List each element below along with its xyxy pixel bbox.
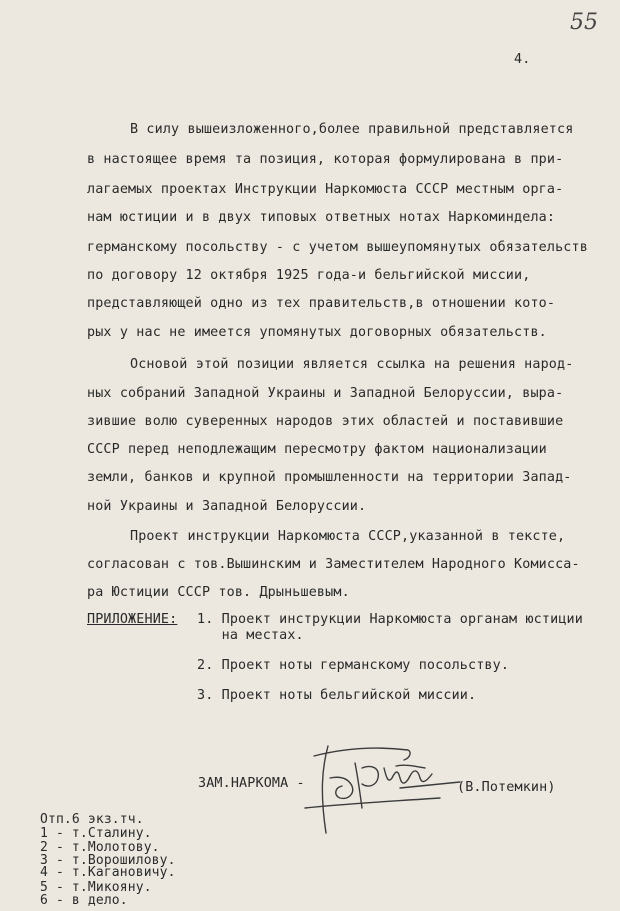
appendix-item: 2. Проект ноты германскому посольству. <box>197 658 510 673</box>
text-line: зившие волю суверенных народов этих областей и поставившие <box>87 414 564 429</box>
appendix-item: 3. Проект ноты бельгийской миссии. <box>197 688 477 703</box>
signature-label: ЗАМ.НАРКОМА - <box>198 776 305 791</box>
page-number: 4. <box>514 52 531 67</box>
text-line: представляющей одно из тех правительств,в отношении кото- <box>87 296 556 311</box>
text-line: ной Украины и Западной Белоруссии. <box>87 499 367 514</box>
signer-name: (В.Потемкин) <box>457 780 556 795</box>
text-line: земли, банков и крупной промышленности на территории Запад- <box>87 470 572 485</box>
text-line: лагаемых проектах Инструкции Наркомюста СССР местным орга- <box>87 182 564 197</box>
distribution-line: 3 - т.Ворошилову. <box>40 853 176 868</box>
text-line: германскому посольству - с учетом вышеупомянутых обязательств <box>87 240 588 255</box>
text-line: в настоящее время та позиция, которая формулирована в при- <box>87 152 564 167</box>
text-line: ра Юстиции СССР тов. Дрыньшевым. <box>87 585 350 600</box>
distribution-line: 5 - т.Микояну. <box>40 880 152 895</box>
appendix-label: ПРИЛОЖЕНИЕ: <box>87 612 178 627</box>
text-line: В силу вышеизложенного,более правильной представляется <box>130 122 574 137</box>
text-line: ных собраний Западной Украины и Западной Белоруссии, выра- <box>87 386 564 401</box>
appendix-item: на местах. <box>197 628 304 643</box>
archive-page-number: 55 <box>570 10 598 35</box>
distribution-line: Отп.6 экз.тч. <box>40 812 144 827</box>
distribution-line: 6 - в дело. <box>40 893 128 908</box>
text-line: рых у нас не имеется упомянутых договорных обязательств. <box>87 325 547 340</box>
text-line: СССР перед неподлежащим пересмотру фактом национализации <box>87 442 547 457</box>
distribution-line: 4 - т.Кагановичу. <box>40 865 176 880</box>
text-line: нам юстиции и в двух типовых ответных нотах Наркоминдела: <box>87 210 556 225</box>
distribution-line: 1 - т.Сталину. <box>40 826 152 841</box>
appendix-item: 1. Проект инструкции Наркомюста органам юстиции <box>197 612 583 627</box>
text-line: согласован с тов.Вышинским и Заместителем Народного Комисса- <box>87 557 580 572</box>
distribution-line: 2 - т.Молотову. <box>40 840 160 855</box>
text-line: по договору 12 октября 1925 года-и бельгийской миссии, <box>87 268 531 283</box>
handwritten-signature <box>300 738 465 843</box>
text-line: Основой этой позиции является ссылка на решения народ- <box>130 357 574 372</box>
text-line: Проект инструкции Наркомюста СССР,указанной в тексте, <box>130 529 566 544</box>
